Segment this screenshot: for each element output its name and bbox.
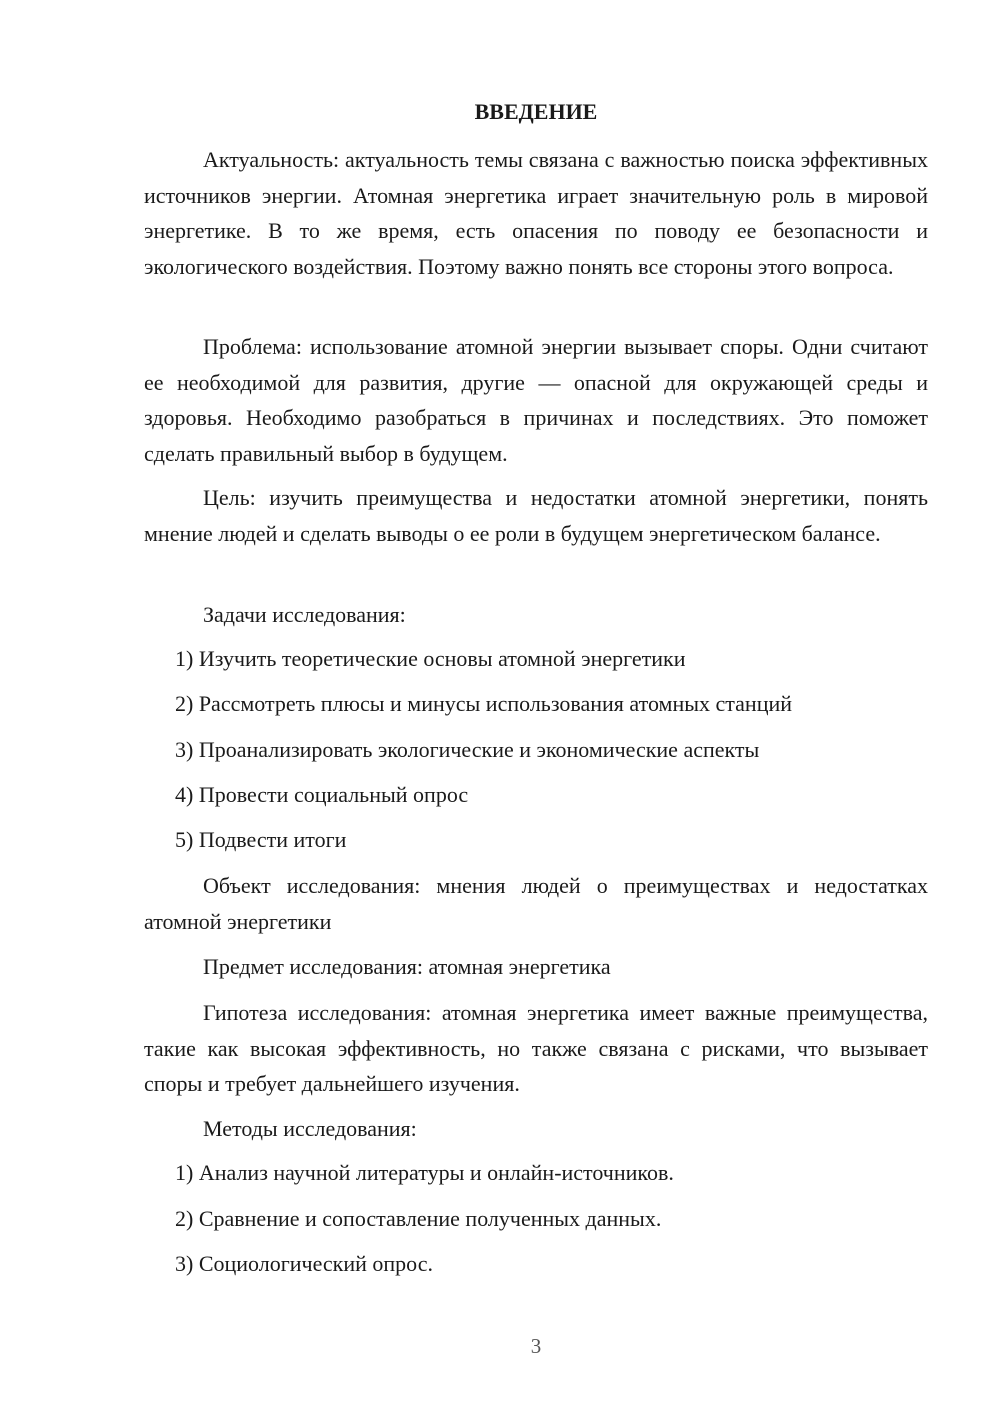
task-item: 4) Провести социальный опрос <box>175 782 469 807</box>
paragraph-goal: Цель: изучить преимущества и недостатки атомной энергетики, понять мнение людей и сделать выводы о ее роли в будущем энергетическом балансе. <box>144 485 928 546</box>
method-item: 1) Анализ научной литературы и онлайн-источников. <box>175 1160 674 1185</box>
task-item: 2) Рассмотреть плюсы и минусы использования атомных станций <box>175 691 793 716</box>
method-item: 2) Сравнение и сопоставление полученных данных. <box>175 1206 662 1231</box>
paragraph-subject: Предмет исследования: атомная энергетика <box>203 954 611 979</box>
page-title: ВВЕДЕНИЕ <box>474 99 598 124</box>
task-item: 5) Подвести итоги <box>175 827 347 852</box>
paragraph-methods-intro: Методы исследования: <box>203 1116 417 1141</box>
task-item: 3) Проанализировать экологические и экономические аспекты <box>175 737 760 762</box>
paragraph-relevance: Актуальность: актуальность темы связана с важностью поиска эффективных источников энергии. Атомная энергетика играет значительную роль в мировой энергетике. В то же время, есть опасения по поводу ее безопасности и экологического воздействия. Поэтому важно понять все стороны этого вопроса. <box>144 147 928 279</box>
paragraph-tasks-intro: Задачи исследования: <box>203 602 406 627</box>
paragraph-object: Объект исследования: мнения людей о преимуществах и недостатках атомной энергетики <box>144 873 928 934</box>
paragraph-hypothesis: Гипотеза исследования: атомная энергетика имеет важные преимущества, такие как высокая эффективность, но также связана с рисками, что вызывает споры и требует дальнейшего изучения. <box>144 1000 928 1096</box>
document-page <box>144 0 928 1414</box>
page-number: 3 <box>530 1334 542 1358</box>
paragraph-problem: Проблема: использование атомной энергии вызывает споры. Одни считают ее необходимой для развития, другие — опасной для окружающей среды и здоровья. Необходимо разобраться в причинах и последствиях. Это поможет сделать правильный выбор в будущем. <box>144 334 928 466</box>
method-item: 3) Социологический опрос. <box>175 1251 433 1276</box>
task-item: 1) Изучить теоретические основы атомной энергетики <box>175 646 686 671</box>
